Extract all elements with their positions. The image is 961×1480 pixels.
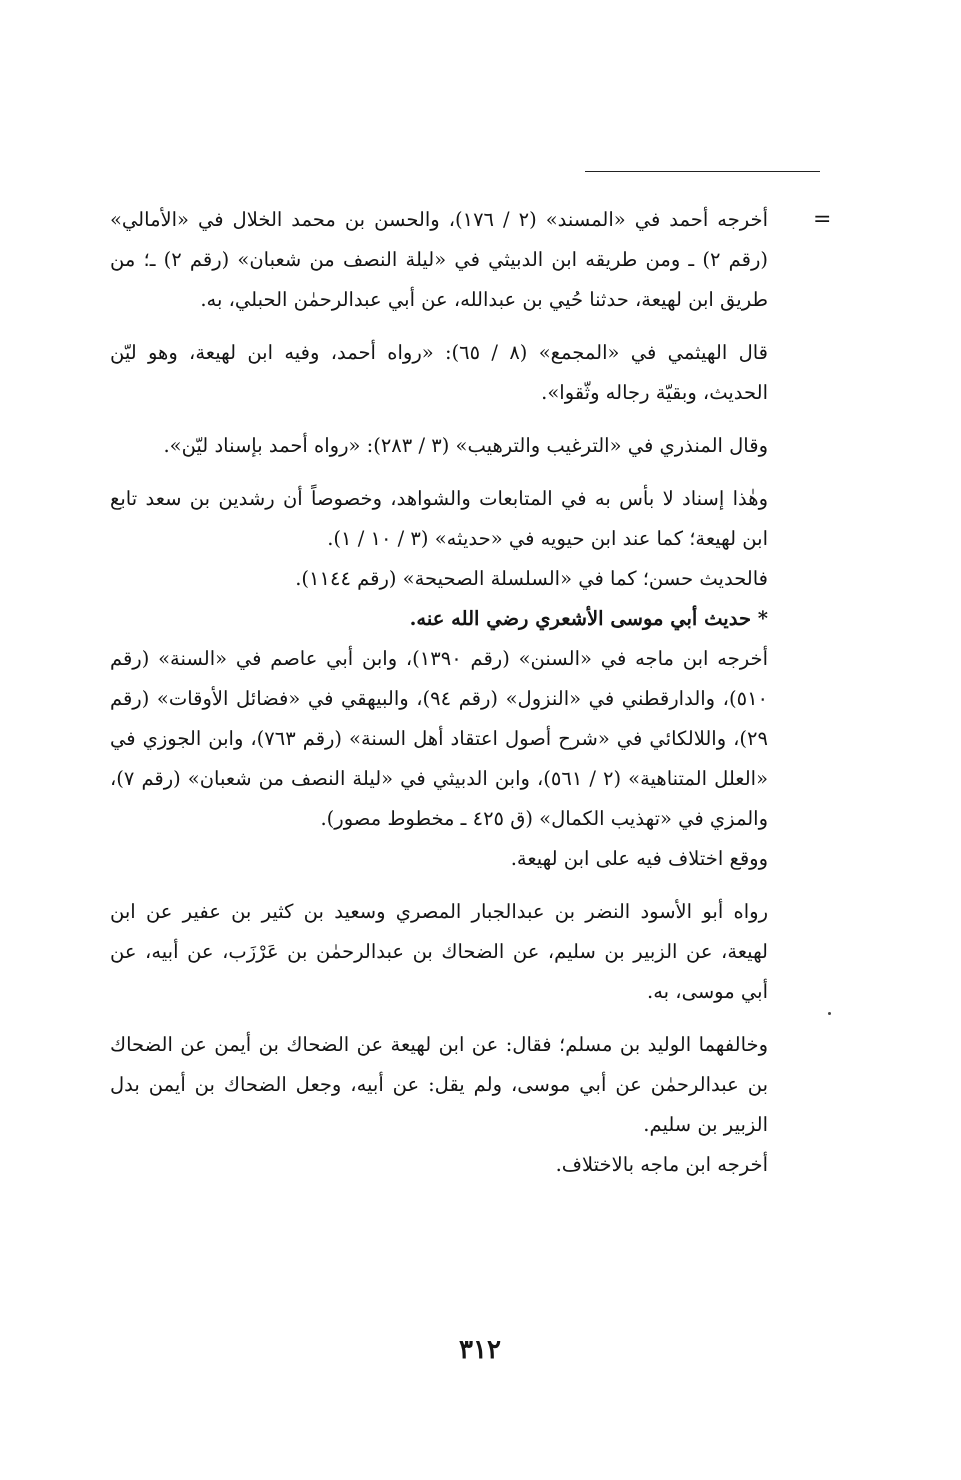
paragraph-isnad-assessment: وهٰذا إسناد لا بأس به في المتابعات والشواهد، وخصوصاً أن رشدين بن سعد تابع ابن لهيعة؛ كما عند ابن حيويه في «حديثه» (٣ / ١٠ / ١).	[110, 487, 768, 550]
paragraph-takhrij-ibn-majah: أخرجه ابن ماجه في «السنن» (رقم ١٣٩٠)، وابن أبي عاصم في «السنة» (رقم ٥١٠)، والدارقطني في «النزول» (رقم ٩٤)، والبيهقي في «فضائل الأوقات» (رقم ٢٩)، واللالكائي في «شرح أصول اعتقاد أهل السنة» (رقم ٧٦٣)، وابن الجوزي في «العلل المتناهية» (٢ / ٥٦١)، وابن الدبيثي في «ليلة النصف من شعبان» (رقم ٧)، والمزي في «تهذيب الكمال» (ق ٤٢٥ ـ مخطوط مصور).	[110, 647, 769, 830]
paragraph-mukhalafah: وخالفهما الوليد بن مسلم؛ فقال: عن ابن لهيعة عن الضحاك بن أيمن عن الضحاك بن عبدالرحمٰن عن أبي موسى، ولم يقل: عن أبيه، وجعل الضحاك بن أيمن بدل الزبير بن سليم.	[110, 1033, 768, 1136]
section-heading-abu-musa: * حديث أبي موسى الأشعري رضي الله عنه.	[409, 607, 768, 630]
page-number: ٣١٢	[459, 1335, 501, 1365]
margin-dot	[828, 1012, 831, 1015]
paragraph-takhrij-ahmad: أخرجه أحمد في «المسند» (٢ / ١٧٦)، والحسن بن محمد الخلال في «الأمالي» (رقم ٢) ـ ومن طريقه ابن الدبيثي في «ليلة النصف من شعبان» (رقم ٢) ـ؛ من طريق ابن لهيعة، حدثنا حُيي بن عبدالله، عن أبي عبدالرحمٰن الحبلي، به.	[110, 208, 768, 311]
paragraph-ikhtilaf: ووقع اختلاف فيه على ابن لهيعة.	[510, 847, 768, 870]
paragraph-haythami: قال الهيثمي في «المجمع» (٨ / ٦٥): «رواه أحمد، وفيه ابن لهيعة، وهو ليّن الحديث، وبقيّة رجاله وثّقوا».	[110, 341, 769, 404]
footnote-continuation-marker: =	[813, 207, 832, 232]
paragraph-hadith-hasan: فالحديث حسن؛ كما في «السلسلة الصحيحة» (رقم ١١٤٤).	[295, 567, 768, 590]
paragraph-riwayah: رواه أبو الأسود النضر بن عبدالجبار المصري وسعيد بن كثير بن عفير عن ابن لهيعة، عن الزبير بن سليم، عن الضحاك بن عبدالرحمٰن بن عَرْزَب، عن أبيه، عن أبي موسى، به.	[110, 900, 768, 1003]
paragraph-mundhiri: وقال المنذري في «الترغيب والترهيب» (٣ / ٢٨٣): «رواه أحمد بإسناد ليّن».	[163, 434, 768, 457]
page-body	[110, 200, 818, 1185]
paragraph-ibn-majah-ikhtilaf: أخرجه ابن ماجه بالاختلاف.	[555, 1153, 768, 1176]
footnote-separator-rule	[585, 171, 820, 172]
